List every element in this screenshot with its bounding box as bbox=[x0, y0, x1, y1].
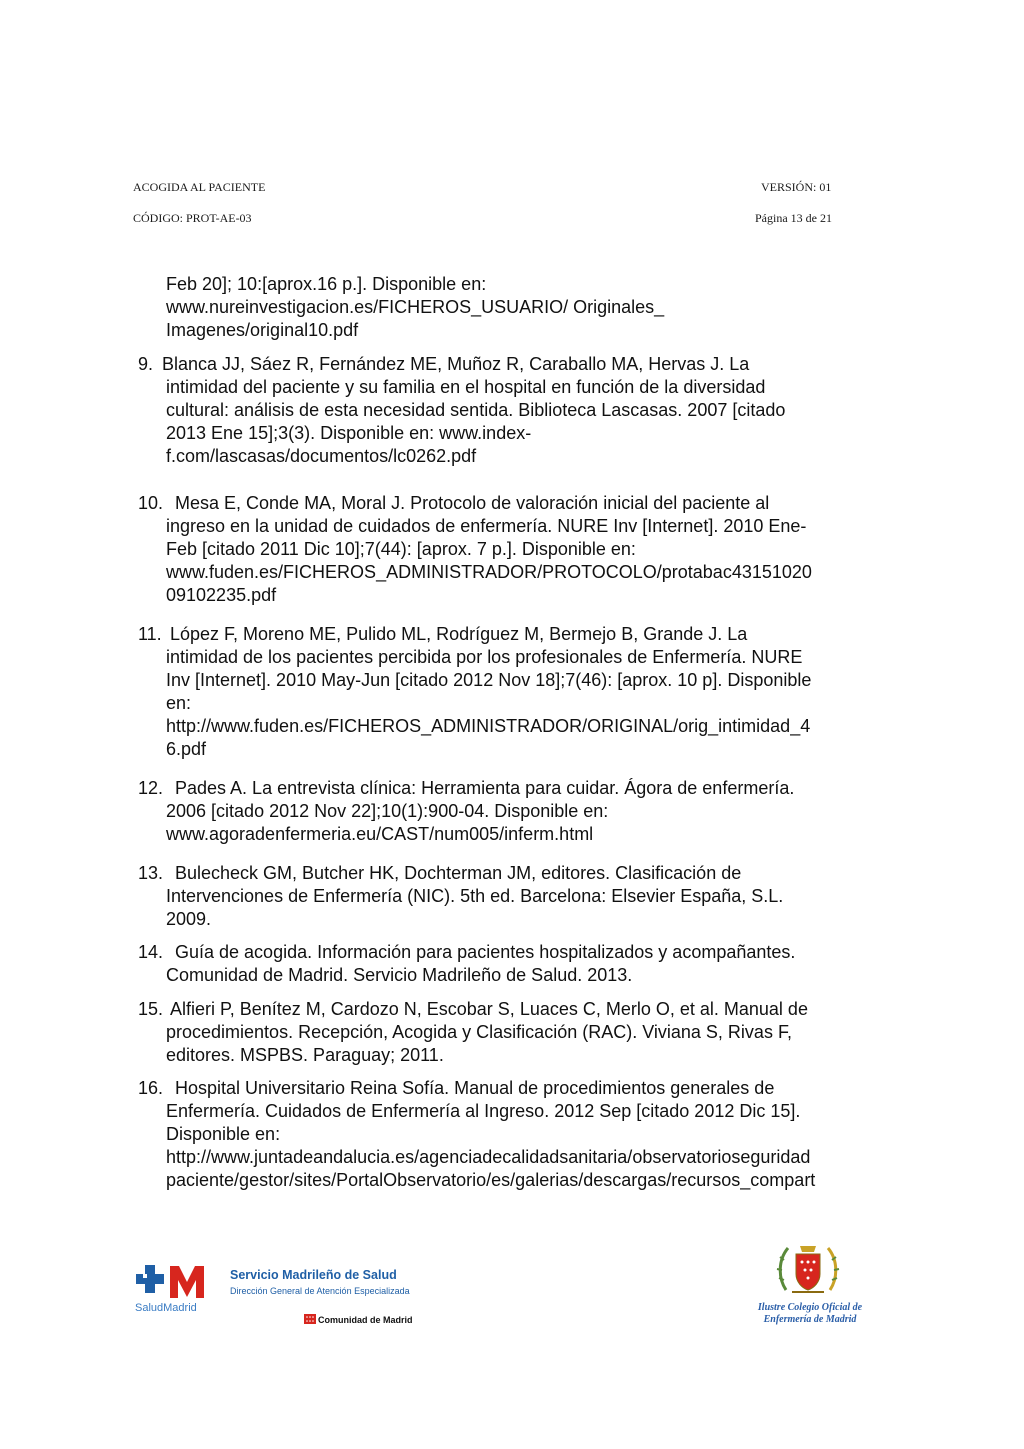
reference-line: Comunidad de Madrid. Servicio Madrileño de Salud. 2013. bbox=[166, 965, 633, 985]
document-code: CÓDIGO: PROT-AE-03 bbox=[133, 211, 252, 225]
reference-line: http://www.fuden.es/FICHEROS_ADMINISTRADOR/ORIGINAL/orig_intimidad_4 bbox=[166, 716, 811, 736]
reference-line: cultural: análisis de esta necesidad sentida. Biblioteca Lascasas. 2007 [citado bbox=[166, 400, 786, 420]
reference-line: 2013 Ene 15];3(3). Disponible en: www.index- bbox=[166, 423, 532, 443]
reference-line: intimidad del paciente y su familia en el hospital en función de la diversidad bbox=[166, 377, 766, 397]
colegio-label bbox=[735, 1302, 885, 1326]
reference-line: Feb 20]; 10:[aprox.16 p.]. Disponible en: bbox=[166, 274, 487, 294]
sermas-title: Servicio Madrileño de Salud bbox=[230, 1268, 397, 1282]
reference-line: Pades A. La entrevista clínica: Herramienta para cuidar. Ágora de enfermería. bbox=[175, 778, 795, 798]
reference-number: 15. bbox=[138, 999, 164, 1019]
reference-number: 16. bbox=[138, 1078, 164, 1098]
reference-line: f.com/lascasas/documentos/lc0262.pdf bbox=[166, 446, 477, 466]
salud-madrid-label: SaludMadrid bbox=[135, 1302, 197, 1314]
sermas-subtitle: Dirección General de Atención Especializada bbox=[230, 1286, 410, 1296]
comunidad-madrid-label: Comunidad de Madrid bbox=[318, 1315, 413, 1325]
colegio-line-1: Ilustre Colegio Oficial de bbox=[757, 1302, 863, 1313]
reference-line: Mesa E, Conde MA, Moral J. Protocolo de valoración inicial del paciente al bbox=[175, 493, 770, 513]
reference-line: ingreso en la unidad de cuidados de enfermería. NURE Inv [Internet]. 2010 Ene- bbox=[166, 516, 807, 536]
version-label: VERSIÓN: 01 bbox=[761, 180, 832, 194]
reference-number: 12. bbox=[138, 778, 164, 798]
reference-line: procedimientos. Recepción, Acogida y Clasificación (RAC). Viviana S, Rivas F, bbox=[166, 1022, 792, 1042]
reference-number: 11. bbox=[138, 624, 162, 644]
reference-line: intimidad de los pacientes percibida por los profesionales de Enfermería. NURE bbox=[166, 647, 803, 667]
reference-line: Bulecheck GM, Butcher HK, Dochterman JM, editores. Clasificación de bbox=[175, 863, 742, 883]
reference-line: www.agoradenfermeria.eu/CAST/num005/inferm.html bbox=[166, 824, 594, 844]
doc-title: ACOGIDA AL PACIENTE bbox=[133, 180, 266, 194]
reference-line: 2006 [citado 2012 Nov 22];10(1):900-04. Disponible en: bbox=[166, 801, 609, 821]
reference-line: Inv [Internet]. 2010 May-Jun [citado 2012 Nov 18];7(46): [aprox. 10 p]. Disponible bbox=[166, 670, 812, 690]
salud-madrid-logo-icon bbox=[134, 1262, 214, 1302]
comunidad-flag-icon bbox=[304, 1314, 316, 1324]
reference-line: Enfermería. Cuidados de Enfermería al Ingreso. 2012 Sep [citado 2012 Dic 15]. bbox=[166, 1101, 801, 1121]
colegio-line-2: Enfermería de Madrid bbox=[763, 1314, 857, 1325]
reference-number: 10. bbox=[138, 493, 164, 513]
colegio-crest-icon bbox=[776, 1240, 840, 1300]
reference-line: www.nureinvestigacion.es/FICHEROS_USUARIO/ Originales_ bbox=[166, 297, 665, 317]
reference-line: Guía de acogida. Información para pacientes hospitalizados y acompañantes. bbox=[175, 942, 796, 962]
reference-line: editores. MSPBS. Paraguay; 2011. bbox=[166, 1045, 444, 1065]
reference-line: Blanca JJ, Sáez R, Fernández ME, Muñoz R, Caraballo MA, Hervas J. La bbox=[162, 354, 750, 374]
reference-line: 6.pdf bbox=[166, 739, 207, 759]
reference-line: paciente/gestor/sites/PortalObservatorio/es/galerias/descargas/recursos_compart bbox=[166, 1170, 816, 1190]
reference-line: en: bbox=[166, 693, 192, 713]
reference-line: Imagenes/original10.pdf bbox=[166, 320, 359, 340]
reference-line: Disponible en: bbox=[166, 1124, 281, 1144]
page-number: Página 13 de 21 bbox=[755, 211, 832, 225]
reference-line: www.fuden.es/FICHEROS_ADMINISTRADOR/PROTOCOLO/protabac43151020 bbox=[166, 562, 812, 582]
reference-line: López F, Moreno ME, Pulido ML, Rodríguez M, Bermejo B, Grande J. La bbox=[170, 624, 748, 644]
reference-line: Feb [citado 2011 Dic 10];7(44): [aprox. 7 p.]. Disponible en: bbox=[166, 539, 636, 559]
reference-line: Alfieri P, Benítez M, Cardozo N, Escobar S, Luaces C, Merlo O, et al. Manual de bbox=[170, 999, 808, 1019]
reference-number: 14. bbox=[138, 942, 164, 962]
reference-line: 09102235.pdf bbox=[166, 585, 277, 605]
reference-number: 13. bbox=[138, 863, 164, 883]
reference-line: 2009. bbox=[166, 909, 212, 929]
reference-line: http://www.juntadeandalucia.es/agenciadecalidadsanitaria/observatorioseguridad bbox=[166, 1147, 811, 1167]
reference-line: Intervenciones de Enfermería (NIC). 5th ed. Barcelona: Elsevier España, S.L. bbox=[166, 886, 784, 906]
reference-number: 9. bbox=[138, 354, 154, 374]
reference-line: Hospital Universitario Reina Sofía. Manual de procedimientos generales de bbox=[175, 1078, 775, 1098]
